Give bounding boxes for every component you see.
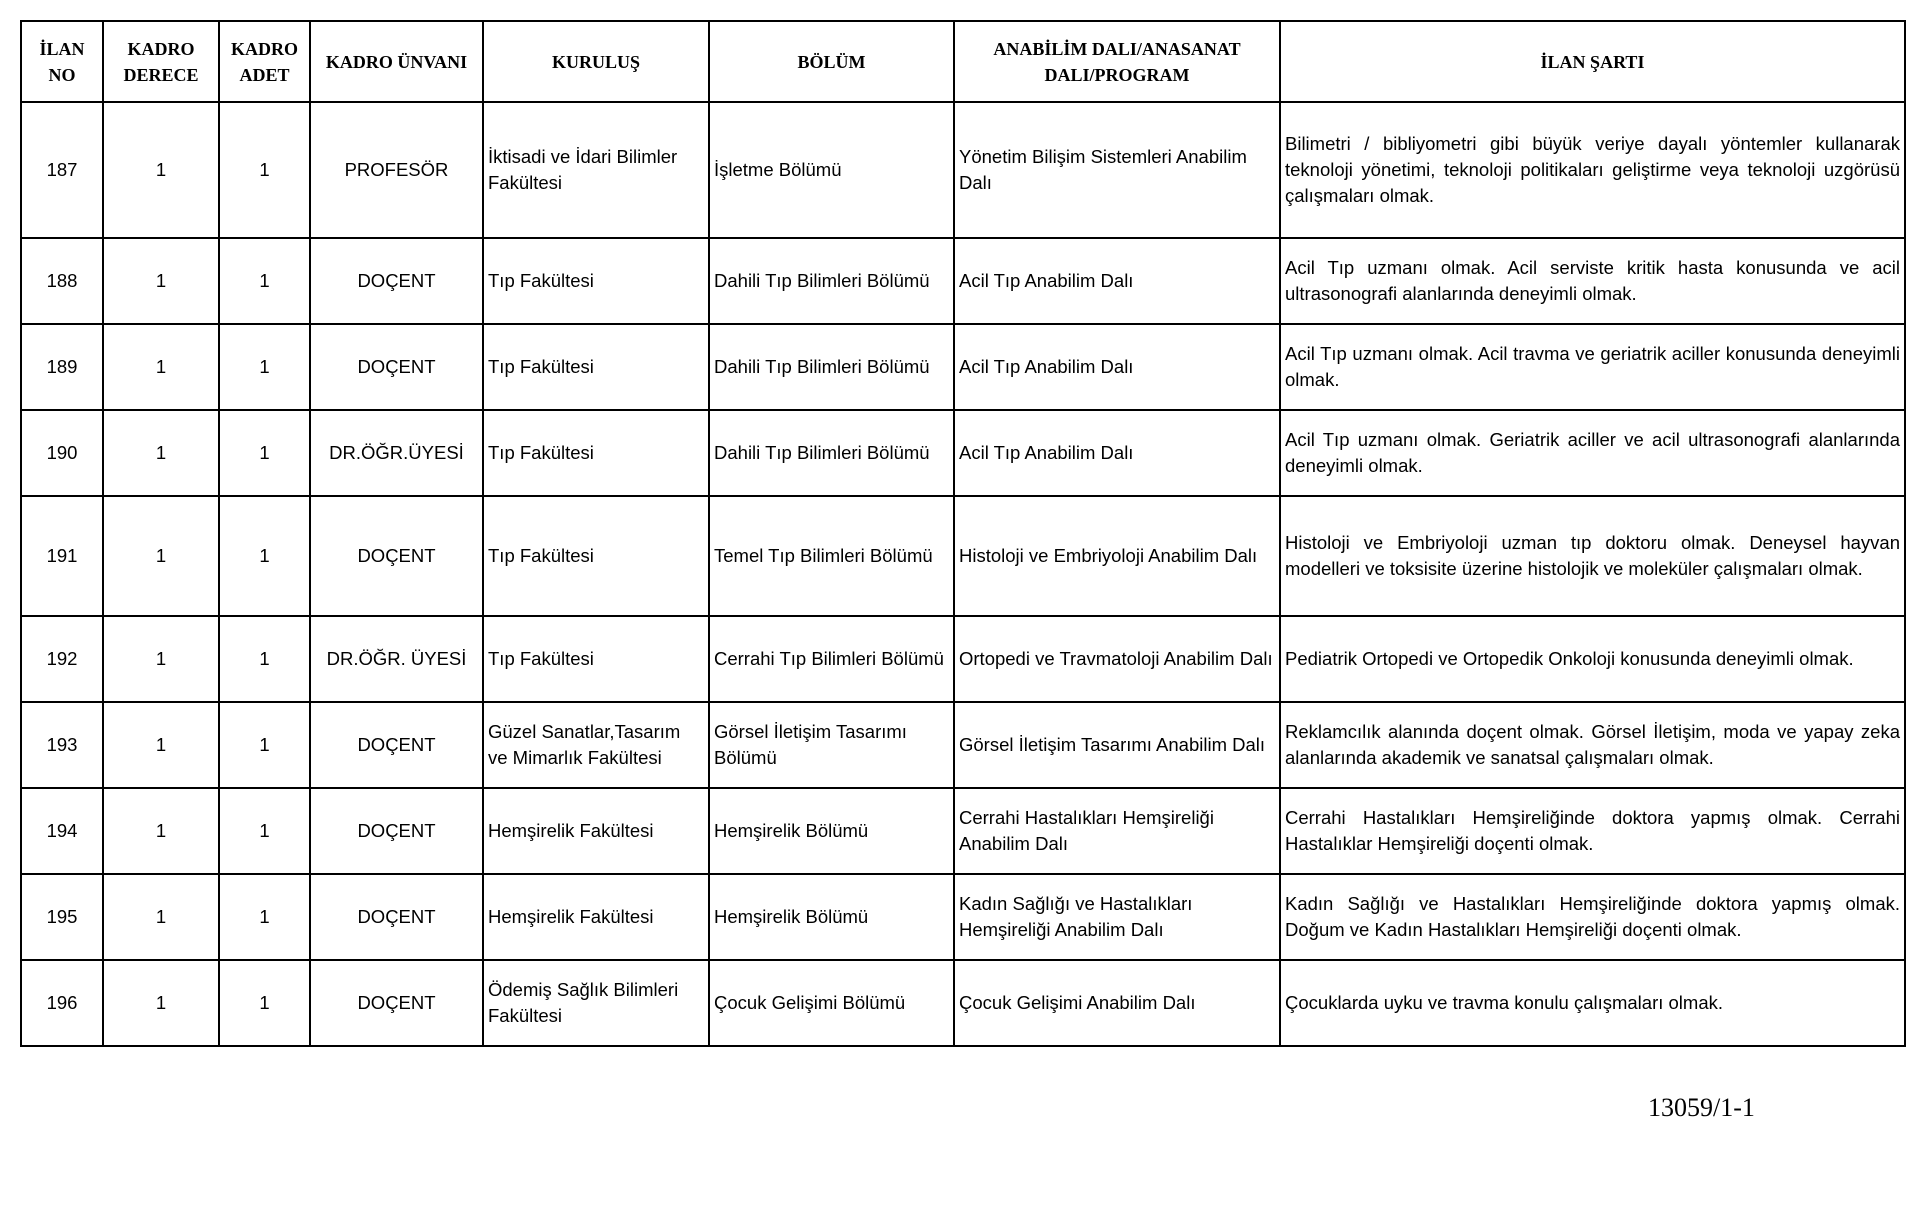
cell-kurulus: İktisadi ve İdari Bilimler Fakültesi	[483, 102, 709, 238]
header-kadro-derece: KADRO DERECE	[103, 21, 219, 102]
cell-bolum: Görsel İletişim Tasarımı Bölümü	[709, 702, 954, 788]
cell-adet: 1	[219, 102, 310, 238]
cell-unvan: DOÇENT	[310, 496, 483, 616]
table-row	[21, 788, 1905, 874]
table-row	[21, 874, 1905, 960]
cell-bolum: Temel Tıp Bilimleri Bölümü	[709, 496, 954, 616]
cell-anabilim: Yönetim Bilişim Sistemleri Anabilim Dalı	[954, 102, 1280, 238]
cell-ilan-no: 193	[21, 702, 103, 788]
cell-bolum: Hemşirelik Bölümü	[709, 788, 954, 874]
cell-derece: 1	[103, 960, 219, 1046]
cell-adet: 1	[219, 702, 310, 788]
header-row	[21, 21, 1905, 102]
cell-unvan: DR.ÖĞR.ÜYESİ	[310, 410, 483, 496]
cell-anabilim: Acil Tıp Anabilim Dalı	[954, 410, 1280, 496]
table-row	[21, 616, 1905, 702]
cell-adet: 1	[219, 496, 310, 616]
cell-kurulus: Tıp Fakültesi	[483, 496, 709, 616]
cell-ilan-sarti: Çocuklarda uyku ve travma konulu çalışmaları olmak.	[1280, 960, 1905, 1046]
cell-ilan-sarti: Cerrahi Hastalıkları Hemşireliğinde doktora yapmış olmak. Cerrahi Hastalıklar Hemşireliği doçenti olmak.	[1280, 788, 1905, 874]
footer-code: 13059/1-1	[1648, 1093, 1755, 1122]
cell-anabilim: Acil Tıp Anabilim Dalı	[954, 324, 1280, 410]
cell-bolum: Dahili Tıp Bilimleri Bölümü	[709, 410, 954, 496]
cell-ilan-no: 191	[21, 496, 103, 616]
cell-anabilim: Görsel İletişim Tasarımı Anabilim Dalı	[954, 702, 1280, 788]
cell-unvan: DOÇENT	[310, 874, 483, 960]
cell-bolum: İşletme Bölümü	[709, 102, 954, 238]
cell-adet: 1	[219, 960, 310, 1046]
cell-derece: 1	[103, 496, 219, 616]
header-kurulus: KURULUŞ	[483, 21, 709, 102]
cell-ilan-sarti: Acil Tıp uzmanı olmak. Geriatrik aciller ve acil ultrasonografi alanlarında deneyimli olmak.	[1280, 410, 1905, 496]
cell-adet: 1	[219, 616, 310, 702]
cell-anabilim: Çocuk Gelişimi Anabilim Dalı	[954, 960, 1280, 1046]
cell-kurulus: Tıp Fakültesi	[483, 410, 709, 496]
cell-unvan: PROFESÖR	[310, 102, 483, 238]
cell-ilan-no: 188	[21, 238, 103, 324]
cell-bolum: Dahili Tıp Bilimleri Bölümü	[709, 324, 954, 410]
cell-ilan-sarti: Kadın Sağlığı ve Hastalıkları Hemşireliğinde doktora yapmış olmak. Doğum ve Kadın Hastalıkları Hemşireliği doçenti olmak.	[1280, 874, 1905, 960]
cell-kurulus: Hemşirelik Fakültesi	[483, 788, 709, 874]
cell-bolum: Cerrahi Tıp Bilimleri Bölümü	[709, 616, 954, 702]
table-row	[21, 496, 1905, 616]
header-kadro-unvani: KADRO ÜNVANI	[310, 21, 483, 102]
table-row	[21, 324, 1905, 410]
cell-anabilim: Histoloji ve Embriyoloji Anabilim Dalı	[954, 496, 1280, 616]
cell-kurulus: Tıp Fakültesi	[483, 238, 709, 324]
table-row	[21, 960, 1905, 1046]
cell-adet: 1	[219, 874, 310, 960]
ilan-table	[20, 20, 1906, 1047]
cell-bolum: Hemşirelik Bölümü	[709, 874, 954, 960]
cell-ilan-sarti: Acil Tıp uzmanı olmak. Acil serviste kritik hasta konusunda ve acil ultrasonografi alanlarında deneyimli olmak.	[1280, 238, 1905, 324]
cell-unvan: DOÇENT	[310, 788, 483, 874]
table-row	[21, 410, 1905, 496]
cell-anabilim: Ortopedi ve Travmatoloji Anabilim Dalı	[954, 616, 1280, 702]
cell-unvan: DOÇENT	[310, 238, 483, 324]
cell-adet: 1	[219, 238, 310, 324]
cell-ilan-sarti: Reklamcılık alanında doçent olmak. Görsel İletişim, moda ve yapay zeka alanlarında akademik ve sanatsal çalışmaları olmak.	[1280, 702, 1905, 788]
cell-unvan: DOÇENT	[310, 324, 483, 410]
header-anabilim: ANABİLİM DALI/ANASANAT DALI/PROGRAM	[954, 21, 1280, 102]
cell-bolum: Dahili Tıp Bilimleri Bölümü	[709, 238, 954, 324]
cell-anabilim: Acil Tıp Anabilim Dalı	[954, 238, 1280, 324]
cell-ilan-no: 196	[21, 960, 103, 1046]
header-ilan-sarti: İLAN ŞARTI	[1280, 21, 1905, 102]
cell-kurulus: Hemşirelik Fakültesi	[483, 874, 709, 960]
cell-ilan-sarti: Pediatrik Ortopedi ve Ortopedik Onkoloji konusunda deneyimli olmak.	[1280, 616, 1905, 702]
cell-derece: 1	[103, 616, 219, 702]
table-row	[21, 238, 1905, 324]
table-row	[21, 102, 1905, 238]
cell-adet: 1	[219, 410, 310, 496]
cell-ilan-sarti: Histoloji ve Embriyoloji uzman tıp doktoru olmak. Deneysel hayvan modelleri ve toksisite üzerine histolojik ve moleküler çalışmaları olmak.	[1280, 496, 1905, 616]
cell-ilan-no: 194	[21, 788, 103, 874]
cell-kurulus: Güzel Sanatlar,Tasarım ve Mimarlık Fakültesi	[483, 702, 709, 788]
cell-unvan: DOÇENT	[310, 702, 483, 788]
cell-adet: 1	[219, 788, 310, 874]
header-kadro-adet: KADRO ADET	[219, 21, 310, 102]
cell-derece: 1	[103, 702, 219, 788]
cell-ilan-no: 192	[21, 616, 103, 702]
cell-derece: 1	[103, 102, 219, 238]
cell-ilan-no: 187	[21, 102, 103, 238]
header-bolum: BÖLÜM	[709, 21, 954, 102]
cell-kurulus: Tıp Fakültesi	[483, 616, 709, 702]
cell-ilan-no: 195	[21, 874, 103, 960]
cell-derece: 1	[103, 410, 219, 496]
header-ilan-no: İLAN NO	[21, 21, 103, 102]
cell-derece: 1	[103, 874, 219, 960]
cell-anabilim: Kadın Sağlığı ve Hastalıkları Hemşireliği Anabilim Dalı	[954, 874, 1280, 960]
cell-ilan-no: 190	[21, 410, 103, 496]
cell-bolum: Çocuk Gelişimi Bölümü	[709, 960, 954, 1046]
cell-kurulus: Ödemiş Sağlık Bilimleri Fakültesi	[483, 960, 709, 1046]
cell-ilan-no: 189	[21, 324, 103, 410]
cell-ilan-sarti: Bilimetri / bibliyometri gibi büyük veriye dayalı yöntemler kullanarak teknoloji yönetimi, teknoloji politikaları geliştirme veya teknoloji uzgörüsü çalışmaları olmak.	[1280, 102, 1905, 238]
cell-derece: 1	[103, 324, 219, 410]
cell-ilan-sarti: Acil Tıp uzmanı olmak. Acil travma ve geriatrik aciller konusunda deneyimli olmak.	[1280, 324, 1905, 410]
cell-adet: 1	[219, 324, 310, 410]
cell-derece: 1	[103, 788, 219, 874]
cell-unvan: DOÇENT	[310, 960, 483, 1046]
cell-kurulus: Tıp Fakültesi	[483, 324, 709, 410]
cell-anabilim: Cerrahi Hastalıkları Hemşireliği Anabilim Dalı	[954, 788, 1280, 874]
cell-derece: 1	[103, 238, 219, 324]
cell-unvan: DR.ÖĞR. ÜYESİ	[310, 616, 483, 702]
table-row	[21, 702, 1905, 788]
